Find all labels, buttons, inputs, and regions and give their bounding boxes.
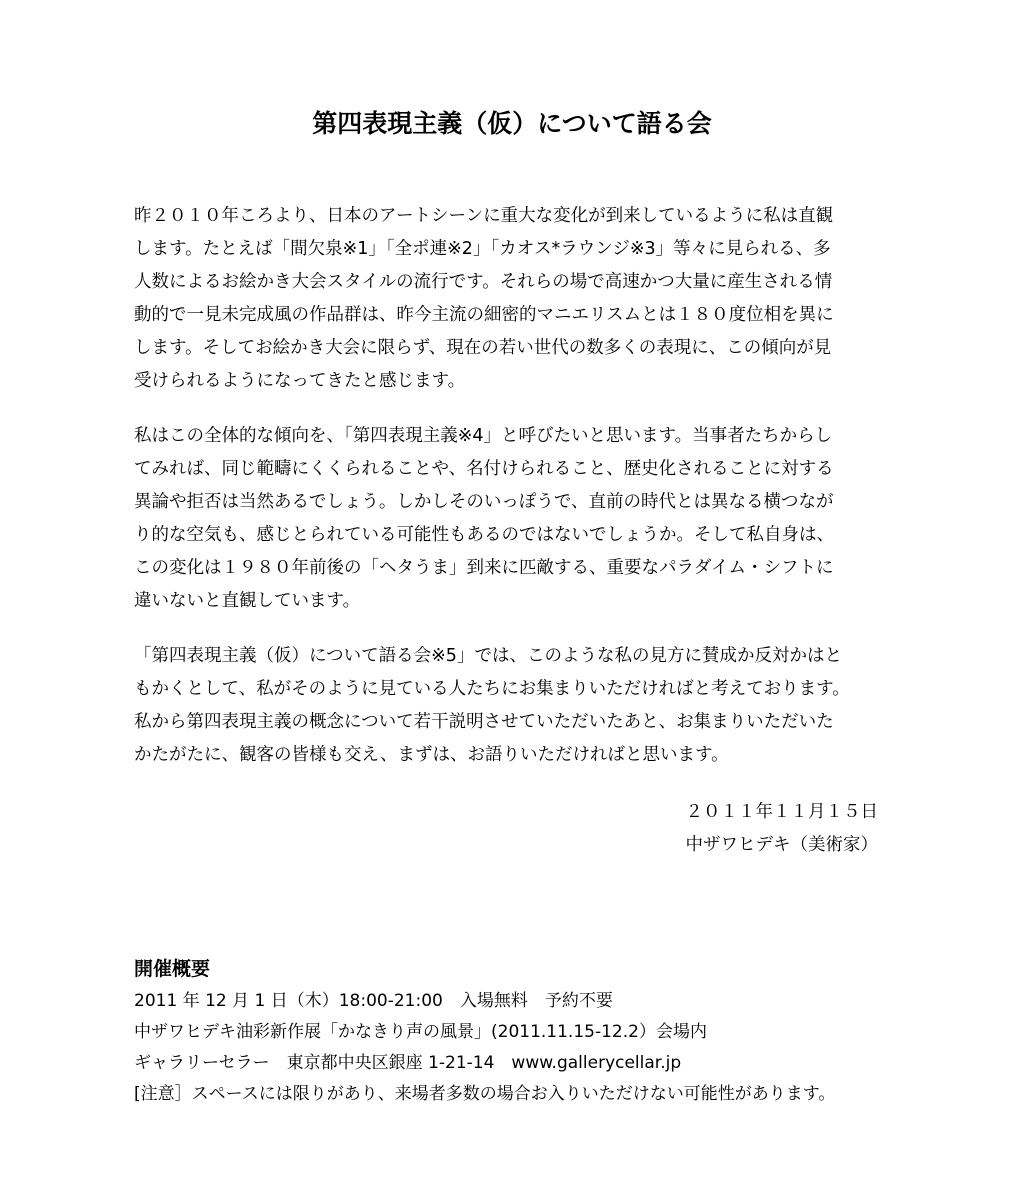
event-details-heading: 開催概要 [134,958,211,980]
event-exhibition: 中ザワヒデキ油彩新作展「かなきり声の風景」(2011.11.15-12.2）会場内 [134,1022,707,1042]
paragraph-1 [134,200,894,398]
paragraph-2 [134,420,894,618]
paragraph-line: この変化は１９８０年前後の「ヘタうま」到来に匹敵する、重要なパラダイム・シフトに [134,558,834,578]
paragraph-line: 「第四表現主義（仮）について語る会※5」では、このような私の見方に賛成か反対かはと [134,646,842,666]
document-title: 第四表現主義（仮）について語る会 [312,109,712,138]
paragraph-line: かたがたに、観客の皆様も交え、まずは、お語りいただければと思います。 [134,745,729,765]
document-date: ２０１１年１１月１５日 [685,802,878,822]
paragraph-3 [134,640,894,772]
paragraph-line: 私から第四表現主義の概念について若干説明させていただいたあと、お集まりいただいた [134,712,834,732]
paragraph-line: 異論や拒否は当然あるでしょう。しかしそのいっぽうで、直前の時代とは異なる横つなが [134,492,834,512]
paragraph-line: り的な空気も、感じとられている可能性もあるのではないでしょうか。そして私自身は、 [134,525,834,545]
event-schedule: 2011 年 12 月 1 日（木）18:00-21:00 入場無料 予約不要 [134,991,613,1011]
event-venue: ギャラリーセラー 東京都中央区銀座 1-21-14 www.gallerycellar.jp [134,1053,682,1073]
document-author: 中ザワヒデキ（美術家） [685,835,878,855]
signature-block [686,796,879,862]
paragraph-line: てみれば、同じ範疇にくくられることや、名付けられること、歴史化されることに対する [134,459,834,479]
paragraph-line: もかくとして、私がそのように見ている人たちにお集まりいただければと考えております。 [134,679,850,699]
paragraph-line: 違いないと直観しています。 [134,591,361,611]
paragraph-line: します。たとえば「間欠泉※1」「全ポ連※2」「カオス*ラウンジ※3」等々に見られる、多 [134,239,831,259]
event-notice: [注意］スペースには限りがあり、来場者多数の場合お入りいただけない可能性があります。 [134,1084,836,1104]
paragraph-line: 動的で一見未完成風の作品群は、昨今主流の細密的マニエリスムとは１８０度位相を異に [134,305,834,325]
paragraph-line: 昨２０１０年ころより、日本のアートシーンに重大な変化が到来しているように私は直観 [134,206,834,226]
paragraph-line: します。そしてお絵かき大会に限らず、現在の若い世代の数多くの表現に、この傾向が見 [134,338,832,358]
paragraph-line: 受けられるようになってきたと感じます。 [134,371,466,391]
paragraph-line: 私はこの全体的な傾向を、「第四表現主義※4」と呼びたいと思います。当事者たちからし [134,426,833,446]
event-details [134,952,914,1110]
paragraph-line: 人数によるお絵かき大会スタイルの流行です。それらの場で高速かつ大量に産生される情 [134,272,833,292]
